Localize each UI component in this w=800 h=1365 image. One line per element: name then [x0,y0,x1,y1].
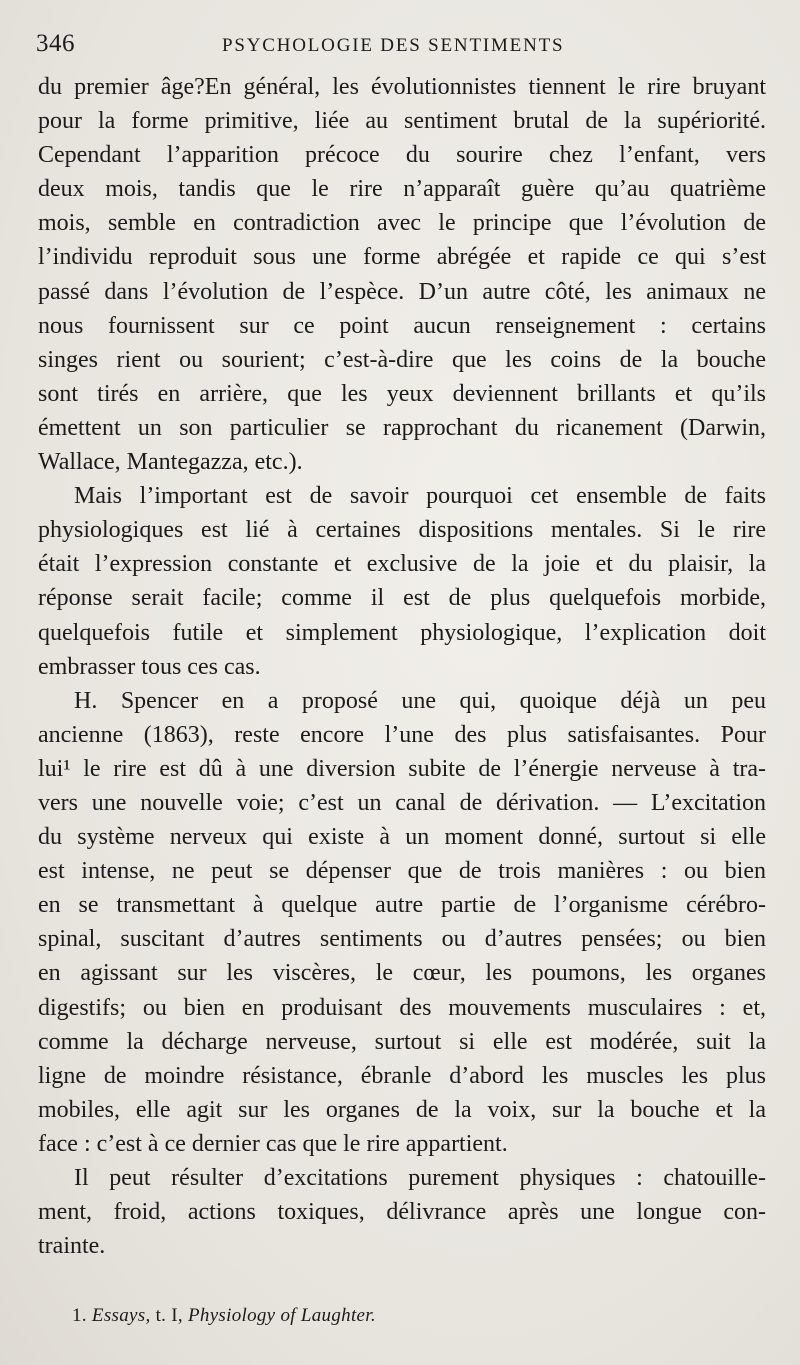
text-line: du système nerveux qui existe à un moment donné, surtout si elle [38,824,766,851]
text-line: Mais l’important est de savoir pourquoi cet ensemble de faits [74,483,766,510]
text-line: en agissant sur les viscères, le cœur, les poumons, les organes [38,960,766,987]
text-line: Il peut résulter d’excitations purement physiques : chatouille- [74,1165,766,1191]
text-line: ligne de moindre résistance, ébranle d’abord les muscles les plus [38,1062,766,1089]
text-line: singes rient ou sourient; c’est-à-dire que les coins de la bouche [38,346,766,373]
footnote-work: Physiology of Laughter. [187,1305,376,1326]
paragraph-2 [38,479,766,684]
text-line: réponse serait facile; comme il est de plus quelquefois morbide, [38,585,766,612]
footnote-title: Essays, [91,1305,151,1326]
text-line: physiologiques est lié à certaines dispositions mentales. Si le rire [38,517,766,544]
footnote-number: 1. [72,1305,87,1326]
text-line: ancienne (1863), reste encore l’une des plus satisfaisantes. Pour [38,721,766,748]
text-line: vers une nouvelle voie; c’est un canal de dérivation. — L’excitation [38,789,766,816]
footnote [72,1305,376,1327]
text-line: embrasser tous ces cas. [38,653,261,680]
text-line: face : c’est à ce dernier cas que le rire appartient. [38,1130,508,1157]
text-line: sont tirés en arrière, que les yeux deviennent brillants et qu’ils [38,380,766,407]
paragraph-1 [38,70,766,479]
body-text [38,70,766,1263]
text-line: lui¹ le rire est dû à une diversion subite de l’énergie nerveuse à tra- [38,755,766,782]
text-line: trainte. [38,1233,106,1260]
text-line: quelquefois futile et simplement physiologique, l’explication doit [38,619,766,646]
text-line: était l’expression constante et exclusive de la joie et du plaisir, la [38,551,766,578]
text-line: mois, semble en contradiction avec le principe que l’évolution de [38,210,766,237]
text-line: nous fournissent sur ce point aucun renseignement : certains [38,312,766,339]
text-line: est intense, ne peut se dépenser que de trois manières : ou bien [38,858,766,885]
text-line: pour la forme primitive, liée au sentiment brutal de la supériorité. [38,108,766,135]
text-line: deux mois, tandis que le rire n’apparaît guère qu’au quatrième [38,176,766,203]
running-head [36,30,766,62]
text-line: émettent un son particulier se rapprochant du ricanement (Darwin, [38,414,766,441]
text-line: mobiles, elle agit sur les organes de la voix, sur la bouche et la [38,1096,766,1123]
footnote-volume: t. I, [155,1305,183,1326]
text-line: en se transmettant à quelque autre partie de l’organisme cérébro- [38,892,766,919]
running-title: PSYCHOLOGIE DES SENTIMENTS [222,35,565,56]
text-line: du premier âge?En général, les évolutionnistes tiennent le rire bruyant [38,74,766,100]
text-line: ment, froid, actions toxiques, délivrance après une longue con- [38,1199,766,1226]
text-line: digestifs; ou bien en produisant des mouvements musculaires : et, [38,994,766,1021]
text-line: Wallace, Mantegazza, etc.). [38,449,303,476]
text-line: spinal, suscitant d’autres sentiments ou d’autres pensées; ou bien [38,926,766,953]
text-line: passé dans l’évolution de l’espèce. D’un autre côté, les animaux ne [38,278,766,305]
text-line: comme la décharge nerveuse, surtout si elle est modérée, suit la [38,1028,766,1055]
paragraph-3 [38,684,766,1161]
text-line: l’individu reproduit sous une forme abrégée et rapide ce qui s’est [38,244,766,271]
text-line: Cependant l’apparition précoce du sourire chez l’enfant, vers [38,142,766,169]
text-line: H. Spencer en a proposé une qui, quoique déjà un peu [74,687,766,714]
paragraph-4 [38,1161,766,1263]
page-number: 346 [36,30,75,57]
